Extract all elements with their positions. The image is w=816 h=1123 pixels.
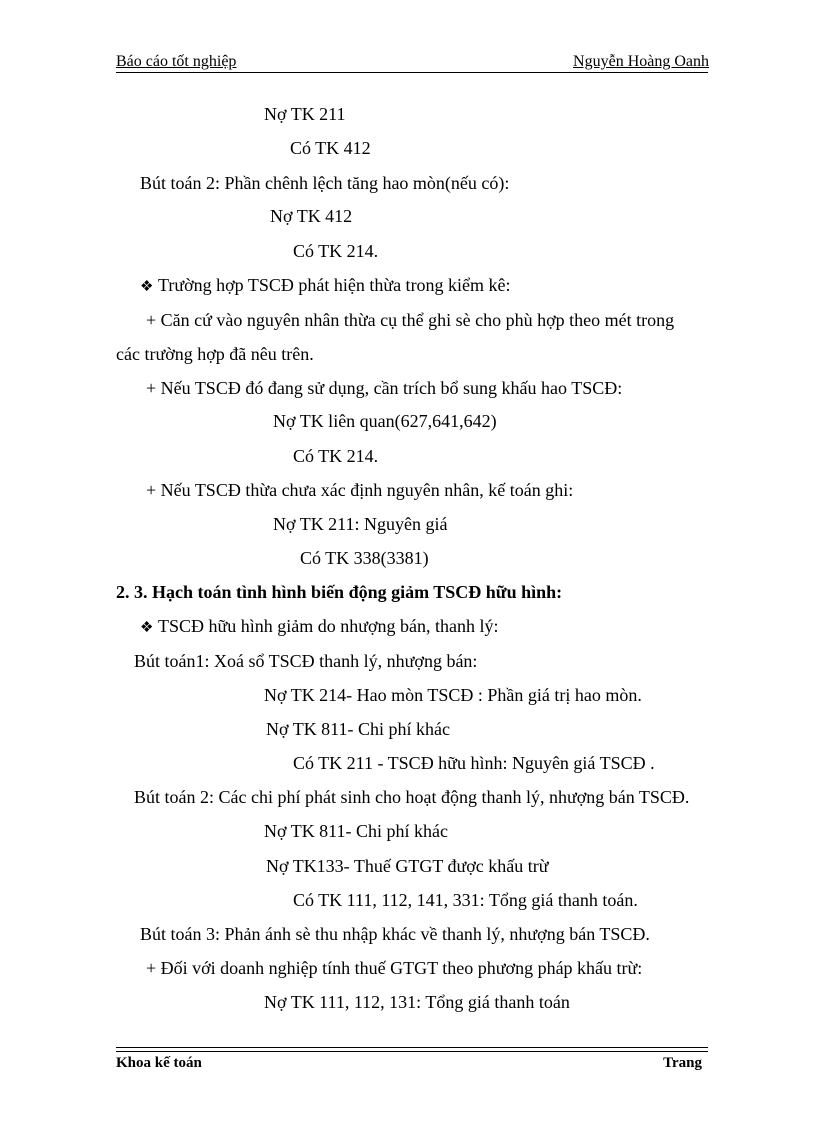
bullet-line [140,274,511,298]
section-heading: 2. 3. Hạch toán tình hình biến động giảm TSCĐ hữu hình: [116,582,563,602]
text-line: Có TK 338(3381) [300,548,429,568]
bullet-text: Trường hợp TSCĐ phát hiện thừa trong kiểm kê: [158,275,511,295]
footer-department: Khoa kế toán [116,1055,202,1071]
bullet-text: TSCĐ hữu hình giảm do nhượng bán, thanh lý: [158,616,499,636]
text-line: Nợ TK 412 [270,206,353,226]
header-author: Nguyễn Hoàng Oanh [573,53,709,70]
text-line: Nợ TK 211: Nguyên giá [273,514,448,534]
text-line: Nợ TK 111, 112, 131: Tổng giá thanh toán [264,992,570,1012]
text-line: Bút toán 3: Phản ánh sè thu nhập khác về thanh lý, nhượng bán TSCĐ. [140,924,650,944]
header-rule [116,72,708,73]
header-report-title: Báo cáo tốt nghiệp [116,53,237,70]
text-line: Bút toán 2: Các chi phí phát sinh cho hoạt động thanh lý, nhượng bán TSCĐ. [134,787,690,807]
text-line: Nợ TK liên quan(627,641,642) [273,411,497,431]
text-line: + Đối với doanh nghiệp tính thuế GTGT theo phương pháp khấu trừ: [146,958,643,978]
bullet-line [140,615,499,639]
text-line: Có TK 412 [290,138,371,158]
text-line: + Nếu TSCĐ đó đang sử dụng, cần trích bổ sung khấu hao TSCĐ: [146,378,623,398]
text-line: Nợ TK133- Thuế GTGT được khấu trừ [266,856,549,876]
text-line: Bút toán1: Xoá sổ TSCĐ thanh lý, nhượng bán: [134,651,478,671]
text-line: + Nếu TSCĐ thừa chưa xác định nguyên nhân, kế toán ghi: [146,480,574,500]
text-line: Nợ TK 811- Chi phí khác [266,719,450,739]
text-line: Có TK 111, 112, 141, 331: Tổng giá thanh toán. [293,890,638,910]
text-line: Nợ TK 211 [264,104,346,124]
text-line: Bút toán 2: Phần chênh lệch tăng hao mòn(nếu có): [140,173,510,193]
text-line: + Căn cứ vào nguyên nhân thừa cụ thể ghi sè cho phù hợp theo mét trong [146,310,675,330]
footer-rule [116,1051,708,1052]
text-line: các trường hợp đã nêu trên. [116,344,314,364]
text-line: Có TK 211 - TSCĐ hữu hình: Nguyên giá TSCĐ . [293,753,655,773]
text-line: Có TK 214. [293,446,379,466]
text-line: Nợ TK 214- Hao mòn TSCĐ : Phần giá trị hao mòn. [264,685,642,705]
text-line: Có TK 214. [293,241,379,261]
text-line: Nợ TK 811- Chi phí khác [264,821,448,841]
diamond-bullet-icon: ❖ [140,620,154,636]
footer-rule [116,1047,708,1048]
footer-page-label: Trang [663,1055,702,1071]
diamond-bullet-icon: ❖ [140,279,154,295]
